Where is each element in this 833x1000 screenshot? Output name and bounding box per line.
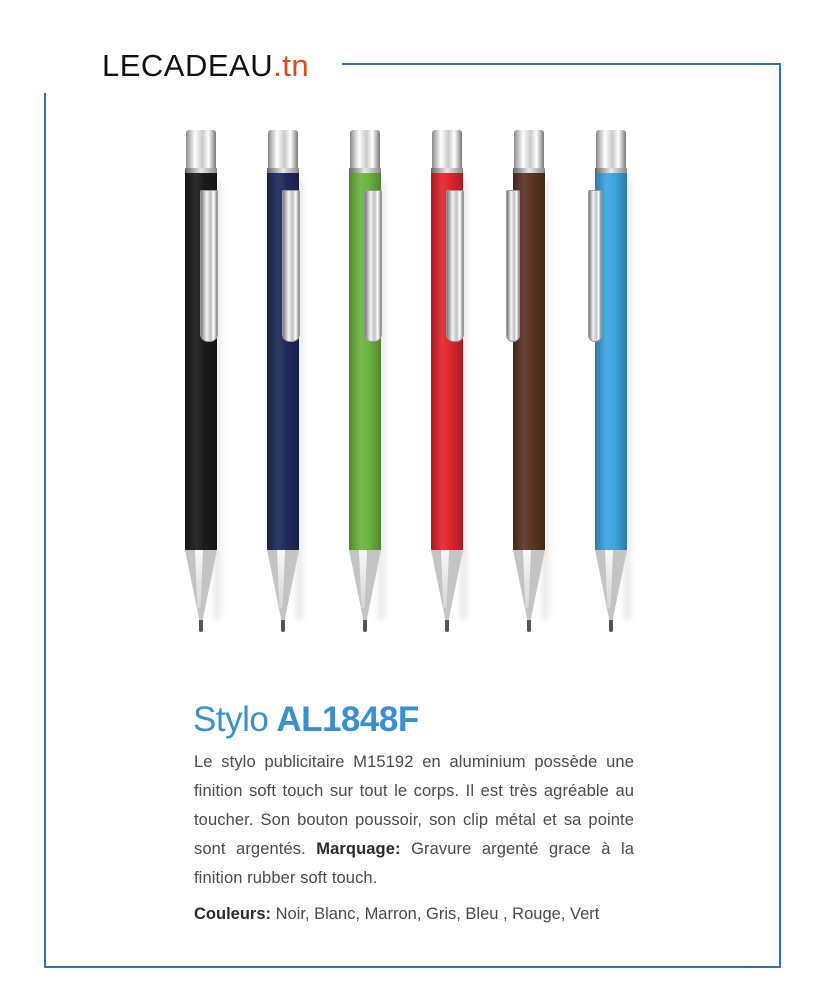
pen-cap-ring xyxy=(431,168,463,173)
pen-point xyxy=(199,620,203,632)
pen-cap xyxy=(596,130,626,172)
marquage-label: Marquage: xyxy=(316,840,401,858)
pen-cap-ring xyxy=(185,168,217,173)
logo-name: LECADEAU xyxy=(102,48,274,83)
frame-border-bottom xyxy=(44,966,781,968)
description-text: Le stylo publicitaire M15192 en aluminium possède une finition soft touch sur tout le corps. Il est très agréable au toucher. Son bouton poussoir, son clip métal et sa pointe sont argentés. xyxy=(194,753,634,858)
title-model: AL1848F xyxy=(276,700,419,739)
pen-clip xyxy=(200,190,218,342)
pen-cap xyxy=(268,130,298,172)
pen-cap xyxy=(432,130,462,172)
pen-5 xyxy=(588,120,636,640)
frame-border-top xyxy=(342,63,781,65)
pen-point xyxy=(445,620,449,632)
pen-clip xyxy=(364,190,382,342)
product-description xyxy=(194,748,634,893)
pen-cap xyxy=(514,130,544,172)
pen-clip xyxy=(506,190,520,342)
colors-line xyxy=(194,900,654,929)
pen-point xyxy=(609,620,613,632)
pen-cap xyxy=(186,130,216,172)
pen-2 xyxy=(342,120,390,640)
pen-cap-ring xyxy=(267,168,299,173)
pen-clip xyxy=(588,190,602,342)
pen-point xyxy=(281,620,285,632)
pen-cap-ring xyxy=(513,168,545,173)
brand-logo xyxy=(102,46,309,86)
product-title xyxy=(193,698,419,742)
couleurs-label: Couleurs: xyxy=(194,905,272,923)
pen-clip xyxy=(282,190,300,342)
pen-point xyxy=(363,620,367,632)
pen-4 xyxy=(506,120,554,640)
frame-border-left xyxy=(44,93,46,968)
pen-cap-ring xyxy=(349,168,381,173)
pen-clip xyxy=(446,190,464,342)
title-word: Stylo xyxy=(193,700,269,739)
logo-tld: .tn xyxy=(273,48,310,83)
pen-3 xyxy=(424,120,472,640)
frame-border-right xyxy=(779,63,781,968)
pen-1 xyxy=(260,120,308,640)
pen-point xyxy=(527,620,531,632)
pen-cap-ring xyxy=(595,168,627,173)
product-image-pens xyxy=(150,120,670,660)
marquage-text: Gravure argenté grace à la finition rubber soft touch. xyxy=(194,840,635,887)
pen-cap xyxy=(350,130,380,172)
pen-0 xyxy=(178,120,226,640)
couleurs-text: Noir, Blanc, Marron, Gris, Bleu , Rouge, Vert xyxy=(275,905,600,923)
